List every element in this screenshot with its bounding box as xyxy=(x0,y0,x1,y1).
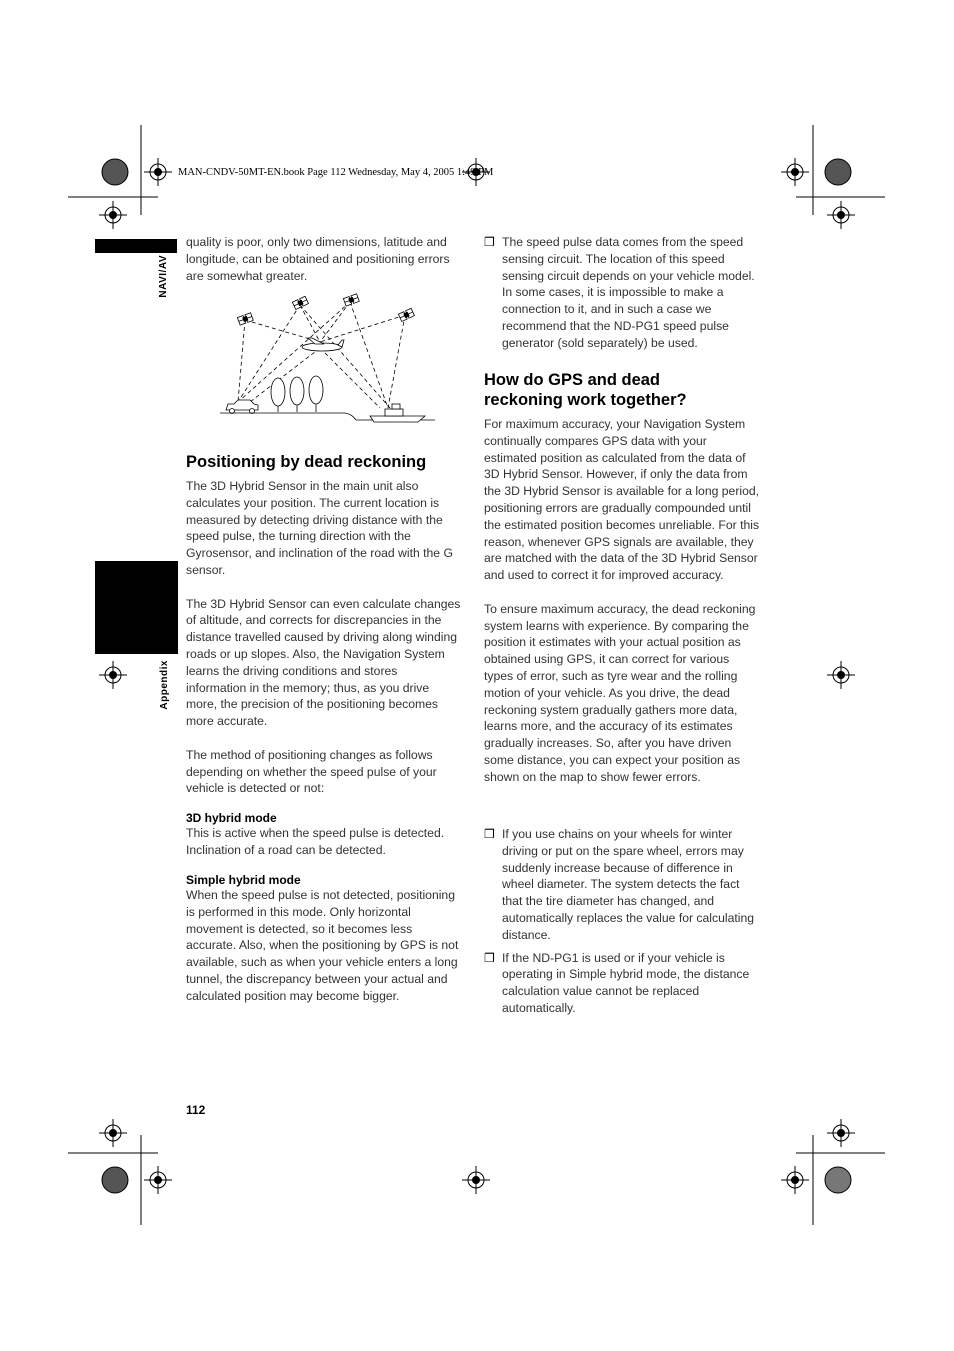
bullet-nd-pg1 xyxy=(484,950,760,1017)
bullet-chains xyxy=(484,826,760,944)
mode-simple-hybrid-text: When the speed pulse is not detected, positioning is performed in this mode. Only horizontal movement is detected, so it becomes less accurate. Also, when the positioning by GPS is not available, such as when your vehicle enters a long tunnel, the discrepancy between your actual and calculated position may become bigger. xyxy=(186,888,459,1003)
mode-3d-hybrid-title: 3D hybrid mode xyxy=(186,811,277,825)
bullet-chains-text: If you use chains on your wheels for winter driving or put on the spare wheel, errors may suddenly increase because of difference in wheel diameter. The system detects the fact that the tire diameter has changed, and automatically replaces the value for calculating distance. xyxy=(502,827,755,942)
left-intro xyxy=(186,234,461,284)
right-bullets xyxy=(484,826,760,1017)
bullet-speed-pulse-text: The speed pulse data comes from the speed sensing circuit. The location of this speed sensing circuit depends on your vehicle model. In some cases, it is impossible to make a connection to it, and in such a case we recommend that the ND-PG1 speed pulse generator (sold separately) be used. xyxy=(502,235,755,350)
paragraph-method: The method of positioning changes as follows depending on whether the speed pulse of your vehicle is detected or not: xyxy=(186,747,437,796)
mode-3d-hybrid-text: This is active when the speed pulse is detected. Inclination of a road can be detected. xyxy=(186,826,445,857)
section-tab-bar xyxy=(95,239,177,253)
section-title-dead-reckoning: Positioning by dead reckoning xyxy=(186,453,427,471)
mode-simple-hybrid-title: Simple hybrid mode xyxy=(186,873,301,887)
intro-paragraph: quality is poor, only two dimensions, latitude and longitude, can be obtained and positioning errors are somewhat greater. xyxy=(186,235,450,283)
page-number: 112 xyxy=(186,1103,206,1117)
print-header: MAN-CNDV-50MT-EN.book Page 112 Wednesday, May 4, 2005 1:49 PM xyxy=(178,167,494,178)
checkbox-bullet-icon: ❒ xyxy=(484,235,495,249)
bullet-nd-pg1-text: If the ND-PG1 is used or if your vehicle is operating in Simple hybrid mode, the distance calculation value cannot be replaced automatically. xyxy=(502,950,750,1015)
right-top xyxy=(484,234,760,352)
bullet-speed-pulse xyxy=(484,234,760,352)
paragraph-max-accuracy: For maximum accuracy, your Navigation System continually compares GPS data with your estimated position as calculated from the data of 3D Hybrid Sensor. However, if only the data from the 3D Hybrid Sensor is available for a long period, positioning errors are gradually compounded until the estimated position becomes unreliable. For this reason, whenever GPS signals are available, they are matched with the data of the 3D Hybrid Sensor and used to correct it for improved accuracy. xyxy=(484,417,760,583)
appendix-tab-bar xyxy=(95,561,178,654)
paragraph-learns: To ensure maximum accuracy, the dead reckoning system learns with experience. By comparing the position it estimates with your actual position as obtained using GPS, it can correct for various types of error, such as tyre wear and the rolling motion of your vehicle. As you drive, the dead reckoning system gradually gathers more data, learns more, and the accuracy of its estimates gradually increases. So, after you have driven some distance, you can expect your position as shown on the map to show fewer errors. xyxy=(484,601,756,784)
side-tab-appendix: Appendix xyxy=(159,660,170,710)
mode-simple-hybrid xyxy=(186,873,461,1005)
left-body xyxy=(186,478,461,797)
checkbox-bullet-icon: ❒ xyxy=(484,950,495,965)
right-body xyxy=(484,416,760,786)
checkbox-bullet-icon: ❒ xyxy=(484,827,495,841)
right-section xyxy=(484,370,760,410)
section-title-gps-dead-reckoning: How do GPS and dead reckoning work together? xyxy=(484,371,687,409)
paragraph-altitude: The 3D Hybrid Sensor can even calculate changes of altitude, and corrects for discrepancies in the distance travelled caused by driving along winding roads or up slopes. Also, the Navigation System learns the driving conditions and stores information in the memory; thus, as you drive more, the precision of the positioning becomes more accurate. xyxy=(186,596,461,729)
paragraph-hybrid-sensor: The 3D Hybrid Sensor in the main unit also calculates your position. The current location is measured by detecting driving distance with the speed pulse, the turning direction with the Gyrosensor, and inclination of the road with the G sensor. xyxy=(186,479,453,577)
mode-3d-hybrid xyxy=(186,811,461,859)
left-section xyxy=(186,452,461,472)
side-tab-navi-av: NAVI/AV xyxy=(158,255,169,298)
gps-illustration xyxy=(220,290,440,425)
